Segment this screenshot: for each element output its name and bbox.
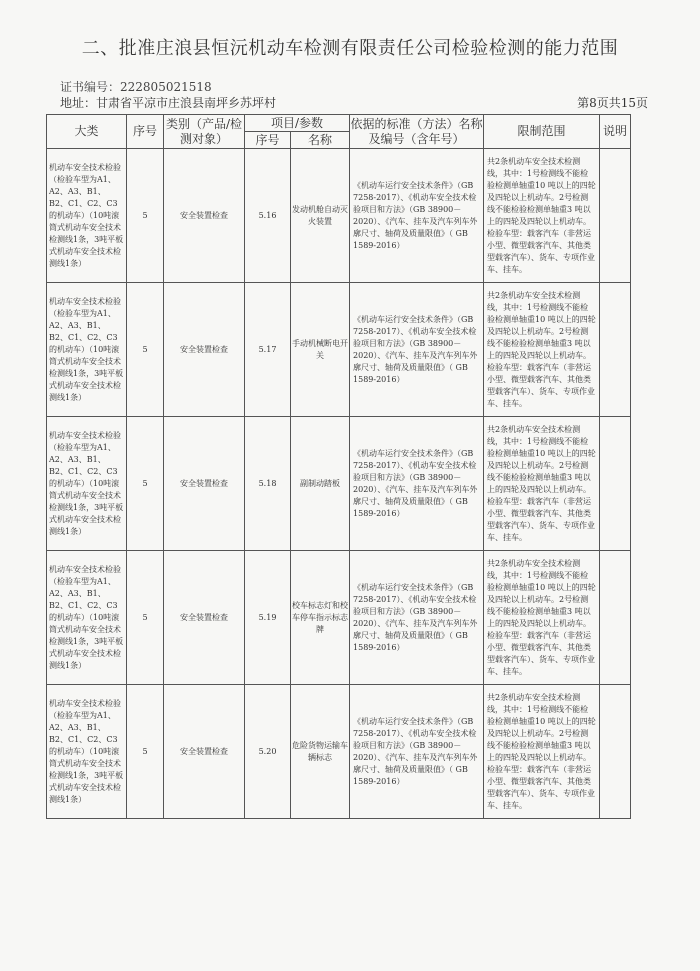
address-value: 甘肃省平凉市庄浪县南坪乡苏坪村 — [96, 96, 277, 110]
row-item-name: 危险货物运输车辆标志 — [291, 685, 350, 819]
table-row — [47, 551, 631, 685]
row-item-seq: 5.19 — [245, 551, 291, 685]
row-seq: 5 — [127, 283, 164, 417]
address — [60, 94, 276, 111]
col-item: 项目/参数 — [245, 115, 350, 132]
row-seq: 5 — [127, 149, 164, 283]
row-type: 安全装置检查 — [164, 283, 245, 417]
row-category: 机动车安全技术检验（检验车型为A1、A2、A3、B1、B2、C1、C2、C3的机动车）（10吨滚筒式机动车安全技术检测线1条，3吨平板式机动车安全技术检测线1条） — [47, 417, 127, 551]
col-item-name: 名称 — [291, 132, 350, 149]
row-item-seq: 5.20 — [245, 685, 291, 819]
col-note: 说明 — [600, 115, 631, 149]
row-seq: 5 — [127, 685, 164, 819]
row-seq: 5 — [127, 417, 164, 551]
cert-label: 证书编号： — [60, 80, 121, 94]
row-note — [600, 551, 631, 685]
cert-value: 222805021518 — [120, 80, 212, 94]
page-info: 第8页共15页 — [577, 96, 648, 110]
row-limit: 共2条机动车安全技术检测线，其中：1号检测线不能检验检测单轴重10 吨以上的四轮及四轮以上机动车。2号检测线不能检验检测单轴重3 吨以上的四轮及四轮以上机动车。检验车型：载客汽车（非营运小型、微型载客汽车、其他类型载客汽车）、货车、专项作业车、挂车。 — [484, 283, 600, 417]
row-note — [600, 283, 631, 417]
row-note — [600, 685, 631, 819]
col-item-seq: 序号 — [245, 132, 291, 149]
row-item-name: 副制动踏板 — [291, 417, 350, 551]
row-standard: 《机动车运行安全技术条件》（GB 7258-2017）、《机动车安全技术检验项目和方法》（GB 38900－2020）、《汽车、挂车及汽车列车外廓尺寸、轴荷及质量限值》（ GB 1589-2016） — [350, 417, 484, 551]
row-seq: 5 — [127, 551, 164, 685]
row-standard: 《机动车运行安全技术条件》（GB 7258-2017）、《机动车安全技术检验项目和方法》（GB 38900－2020）、《汽车、挂车及汽车列车外廓尺寸、轴荷及质量限值》（ GB 1589-2016） — [350, 685, 484, 819]
row-limit: 共2条机动车安全技术检测线，其中：1号检测线不能检验检测单轴重10 吨以上的四轮及四轮以上机动车。2号检测线不能检验检测单轴重3 吨以上的四轮及四轮以上机动车。检验车型：载客汽车（非营运小型、微型载客汽车、其他类型载客汽车）、货车、专项作业车、挂车。 — [484, 551, 600, 685]
row-type: 安全装置检查 — [164, 149, 245, 283]
row-category: 机动车安全技术检验（检验车型为A1、A2、A3、B1、B2、C1、C2、C3的机动车）（10吨滚筒式机动车安全技术检测线1条，3吨平板式机动车安全技术检测线1条） — [47, 149, 127, 283]
table-row — [47, 417, 631, 551]
table-row — [47, 149, 631, 283]
col-seq: 序号 — [127, 115, 164, 149]
row-category: 机动车安全技术检验（检验车型为A1、A2、A3、B1、B2、C1、C2、C3的机动车）（10吨滚筒式机动车安全技术检测线1条，3吨平板式机动车安全技术检测线1条） — [47, 283, 127, 417]
col-limit: 限制范围 — [484, 115, 600, 149]
col-standard: 依据的标准（方法）名称及编号（含年号） — [350, 115, 484, 149]
row-note — [600, 417, 631, 551]
row-type: 安全装置检查 — [164, 417, 245, 551]
row-limit: 共2条机动车安全技术检测线，其中：1号检测线不能检验检测单轴重10 吨以上的四轮及四轮以上机动车。2号检测线不能检验检测单轴重3 吨以上的四轮及四轮以上机动车。检验车型：载客汽车（非营运小型、微型载客汽车、其他类型载客汽车）、货车、专项作业车、挂车。 — [484, 149, 600, 283]
capability-table — [46, 114, 631, 819]
table-row — [47, 283, 631, 417]
row-type: 安全装置检查 — [164, 551, 245, 685]
row-limit: 共2条机动车安全技术检测线，其中：1号检测线不能检验检测单轴重10 吨以上的四轮及四轮以上机动车。2号检测线不能检验检测单轴重3 吨以上的四轮及四轮以上机动车。检验车型：载客汽车（非营运小型、微型载客汽车、其他类型载客汽车）、货车、专项作业车、挂车。 — [484, 417, 600, 551]
row-item-name: 发动机舱自动灭火装置 — [291, 149, 350, 283]
row-type: 安全装置检查 — [164, 685, 245, 819]
row-standard: 《机动车运行安全技术条件》（GB 7258-2017）、《机动车安全技术检验项目和方法》（GB 38900－2020）、《汽车、挂车及汽车列车外廓尺寸、轴荷及质量限值》（ GB 1589-2016） — [350, 149, 484, 283]
row-limit: 共2条机动车安全技术检测线，其中：1号检测线不能检验检测单轴重10 吨以上的四轮及四轮以上机动车。2号检测线不能检验检测单轴重3 吨以上的四轮及四轮以上机动车。检验车型：载客汽车（非营运小型、微型载客汽车、其他类型载客汽车）、货车、专项作业车、挂车。 — [484, 685, 600, 819]
row-category: 机动车安全技术检验（检验车型为A1、A2、A3、B1、B2、C1、C2、C3的机动车）（10吨滚筒式机动车安全技术检测线1条，3吨平板式机动车安全技术检测线1条） — [47, 551, 127, 685]
address-label: 地址： — [60, 96, 97, 110]
row-item-seq: 5.17 — [245, 283, 291, 417]
row-standard: 《机动车运行安全技术条件》（GB 7258-2017）、《机动车安全技术检验项目和方法》（GB 38900－2020）、《汽车、挂车及汽车列车外廓尺寸、轴荷及质量限值》（ GB 1589-2016） — [350, 283, 484, 417]
col-category: 大类 — [47, 115, 127, 149]
page-title: 二、批准庄浪县恒沅机动车检测有限责任公司检验检测的能力范围 — [81, 38, 619, 59]
row-note — [600, 149, 631, 283]
certificate-number — [60, 78, 212, 95]
row-item-seq: 5.18 — [245, 417, 291, 551]
row-item-name: 校车标志灯和校车停车指示标志牌 — [291, 551, 350, 685]
row-item-seq: 5.16 — [245, 149, 291, 283]
row-item-name: 手动机械断电开关 — [291, 283, 350, 417]
row-category: 机动车安全技术检验（检验车型为A1、A2、A3、B1、B2、C1、C2、C3的机动车）（10吨滚筒式机动车安全技术检测线1条，3吨平板式机动车安全技术检测线1条） — [47, 685, 127, 819]
table-row — [47, 685, 631, 819]
col-type: 类别（产品/检测对象） — [164, 115, 245, 149]
row-standard: 《机动车运行安全技术条件》（GB 7258-2017）、《机动车安全技术检验项目和方法》（GB 38900－2020）、《汽车、挂车及汽车列车外廓尺寸、轴荷及质量限值》（ GB 1589-2016） — [350, 551, 484, 685]
